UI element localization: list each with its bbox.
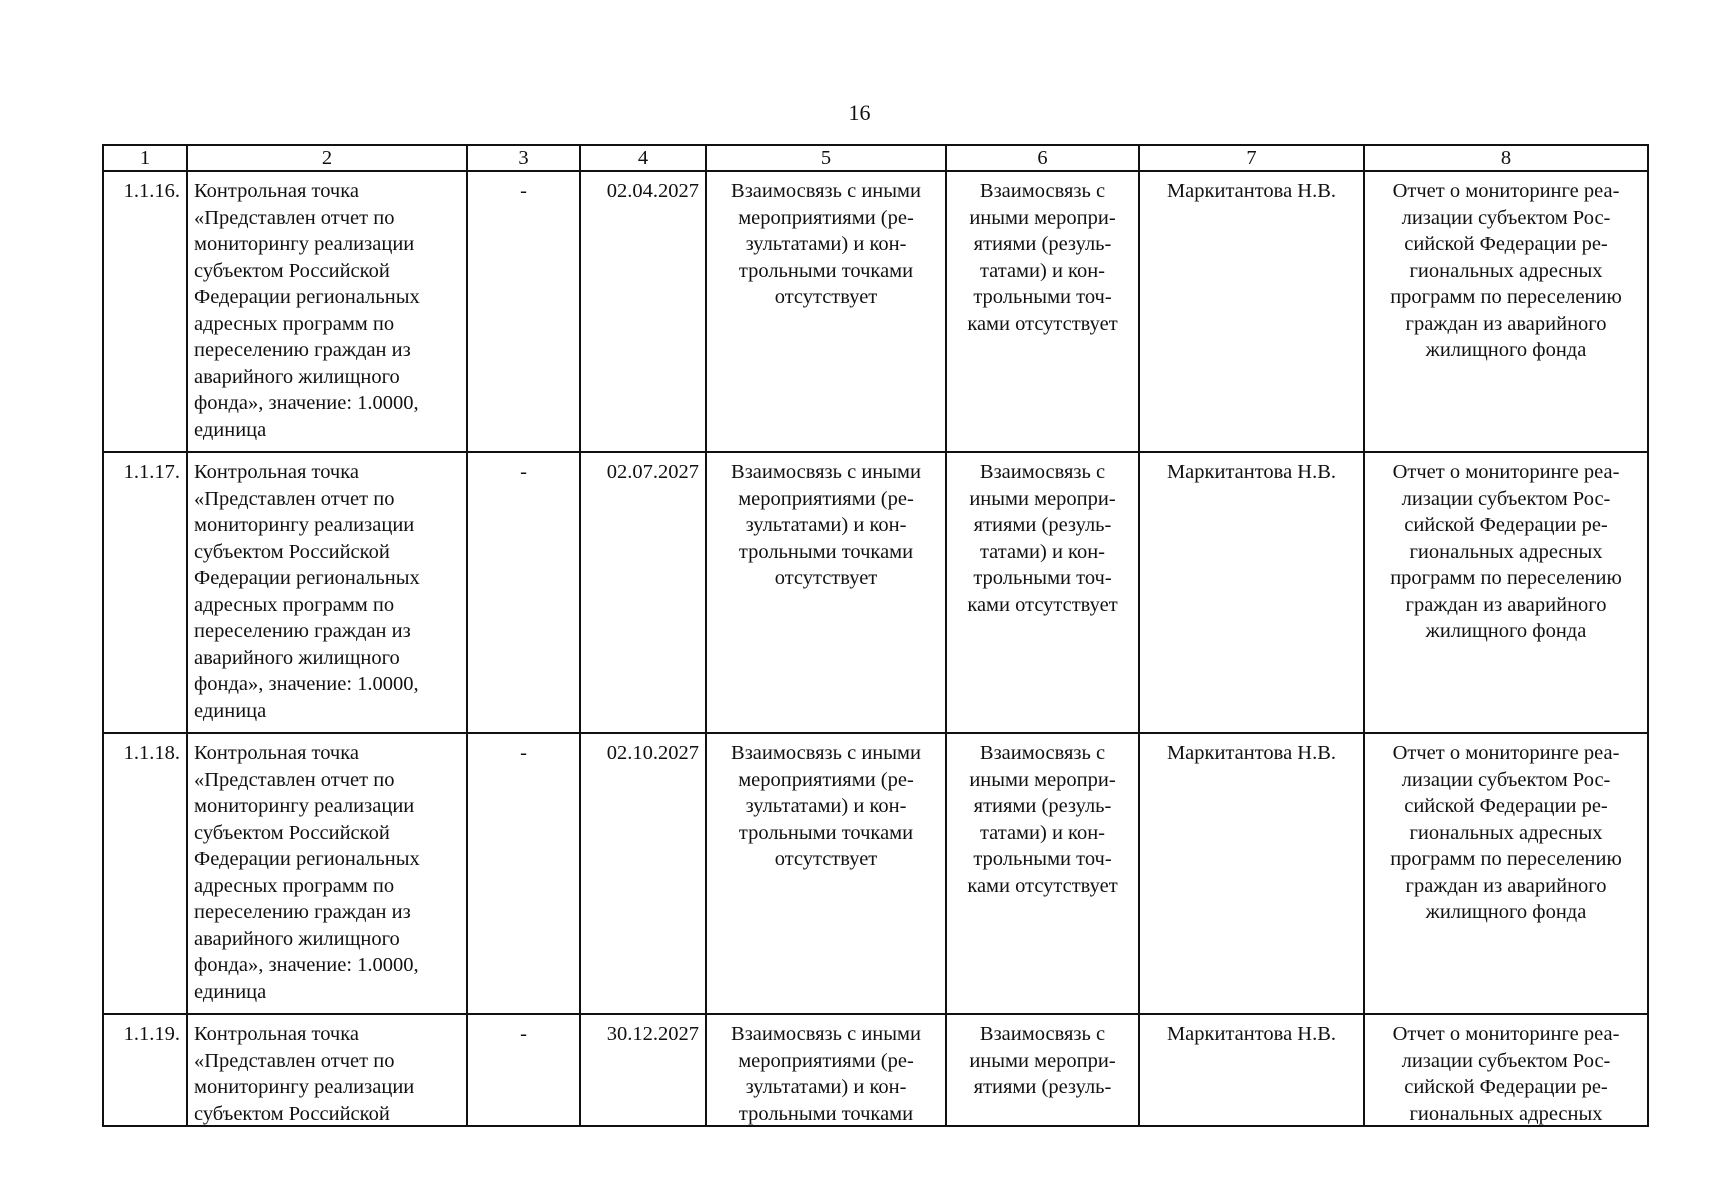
header-col-5: 5 [706, 145, 946, 171]
relation-results: Взаимосвязь с иными мероприятиями (ре- зультатами) и кон- трольными точками отсутствует [731, 461, 921, 589]
result-document: Отчет о мониторинге реа- лизации субъектом Рос- сийской Федерации ре- гиональных адресных [1392, 1023, 1620, 1125]
page-number: 16 [848, 100, 871, 125]
header-col-4: 4 [580, 145, 706, 171]
checkpoint-date: 02.04.2027 [580, 171, 706, 452]
responsible-person: Маркитантова Н.В. [1139, 733, 1364, 1014]
checkpoint-name: Контрольная точка «Представлен отчет по мониторингу реализации субъектом Российской Федерации региональных адресных программ по переселению граждан из аварийного жилищного фонда», значение: 1.0000, единица [194, 742, 420, 1003]
checkpoint-date: 30.12.2027 [580, 1014, 706, 1126]
table-header-row [103, 145, 1648, 171]
relation-checkpoints: Взаимосвязь с иными меропри- ятиями (резуль- татами) и кон- трольными точ- ками отсутствует [967, 461, 1118, 616]
header-col-3: 3 [467, 145, 580, 171]
row-number: 1.1.19. [103, 1014, 187, 1126]
header-col-1: 1 [103, 145, 187, 171]
relation-checkpoints: Взаимосвязь с иными меропри- ятиями (резуль- татами) и кон- трольными точ- ками отсутствует [967, 742, 1118, 897]
checkpoints-table [102, 144, 1649, 1127]
checkpoint-name: Контрольная точка «Представлен отчет по мониторингу реализации субъектом Российской [194, 1023, 415, 1125]
relation-results: Взаимосвязь с иными мероприятиями (ре- зультатами) и кон- трольными точками отсутствует [731, 742, 921, 870]
table-row [103, 733, 1648, 1014]
column-3-value: - [467, 452, 580, 733]
table-row [103, 171, 1648, 452]
header-col-2: 2 [187, 145, 467, 171]
responsible-person: Маркитантова Н.В. [1139, 1014, 1364, 1126]
relation-results: Взаимосвязь с иными мероприятиями (ре- зультатами) и кон- трольными точками отсутствует [731, 180, 921, 308]
row-number: 1.1.16. [103, 171, 187, 452]
checkpoint-name: Контрольная точка «Представлен отчет по мониторингу реализации субъектом Российской Федерации региональных адресных программ по переселению граждан из аварийного жилищного фонда», значение: 1.0000, единица [194, 461, 420, 722]
checkpoint-name: Контрольная точка «Представлен отчет по мониторингу реализации субъектом Российской Федерации региональных адресных программ по переселению граждан из аварийного жилищного фонда», значение: 1.0000, единица [194, 180, 420, 441]
table-row [103, 452, 1648, 733]
relation-results: Взаимосвязь с иными мероприятиями (ре- зультатами) и кон- трольными точками [731, 1023, 921, 1125]
checkpoint-date: 02.07.2027 [580, 452, 706, 733]
responsible-person: Маркитантова Н.В. [1139, 452, 1364, 733]
relation-checkpoints: Взаимосвязь с иными меропри- ятиями (резуль- [969, 1023, 1116, 1098]
relation-checkpoints: Взаимосвязь с иными меропри- ятиями (резуль- татами) и кон- трольными точ- ками отсутствует [967, 180, 1118, 335]
result-document: Отчет о мониторинге реа- лизации субъектом Рос- сийской Федерации ре- гиональных адресных программ по переселению граждан из аварийного жилищного фонда [1390, 180, 1622, 361]
responsible-person: Маркитантова Н.В. [1139, 171, 1364, 452]
table-row [103, 1014, 1648, 1126]
column-3-value: - [467, 733, 580, 1014]
column-3-value: - [467, 171, 580, 452]
result-document: Отчет о мониторинге реа- лизации субъектом Рос- сийской Федерации ре- гиональных адресных программ по переселению граждан из аварийного жилищного фонда [1390, 742, 1622, 923]
checkpoint-date: 02.10.2027 [580, 733, 706, 1014]
result-document: Отчет о мониторинге реа- лизации субъектом Рос- сийской Федерации ре- гиональных адресных программ по переселению граждан из аварийного жилищного фонда [1390, 461, 1622, 642]
header-col-8: 8 [1364, 145, 1648, 171]
row-number: 1.1.18. [103, 733, 187, 1014]
row-number: 1.1.17. [103, 452, 187, 733]
header-col-6: 6 [946, 145, 1139, 171]
header-col-7: 7 [1139, 145, 1364, 171]
column-3-value: - [467, 1014, 580, 1126]
